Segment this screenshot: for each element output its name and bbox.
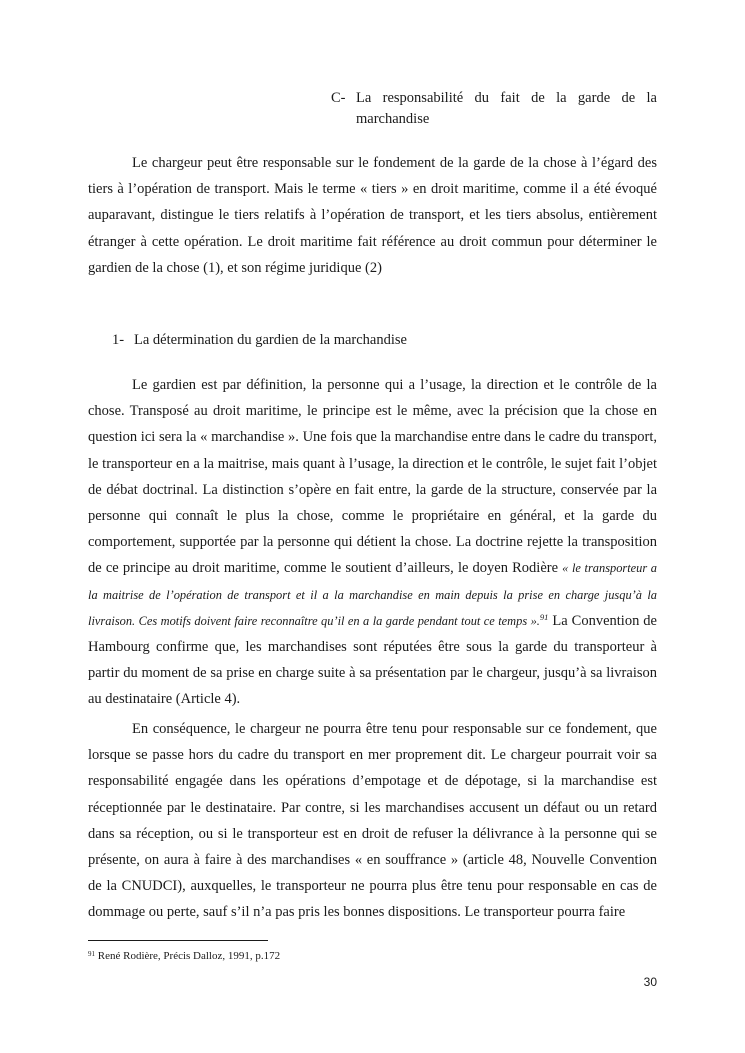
subsection-title: La détermination du gardien de la marchandise: [134, 332, 407, 348]
paragraph-consequence: [88, 716, 657, 926]
section-marker: C-: [331, 90, 346, 106]
footnote-text: René Rodière, Précis Dalloz, 1991, p.172: [97, 950, 281, 962]
paragraph-consequence-text: En conséquence, le chargeur ne pourra être tenu pour responsable sur ce fondement, que lorsque se passe hors du cadre du transport en mer proprement dit. Le chargeur pourrait voir sa responsabilité engagée dans les opérations d’empotage et de dépotage, si la marchandise est réceptionnée par le destinataire. Par contre, si les marchandises accusent un défaut ou un retard dans sa réception, ou si le transporteur est en droit de refuser la délivrance à la personne qui se présente, on aura à faire à des marchandises « en souffrance » (article 48, Nouvelle Convention de la CNUDCI), auxquelles, le transporteur ne pourra plus être tenu pour responsable en cas de dommage ou perte, sauf s’il n’a pas pris les bonnes dispositions. Le transporteur pourra faire: [88, 721, 657, 921]
paragraph-gardien-text: Le gardien est par définition, la personne qui a l’usage, la direction et le contrôle de la chose. Transposé au droit maritime, le principe est le même, avec la précision que la chose en question ici sera la « marchandise ». Une fois que la marchandise entre dans le cadre du transport, le transporteur en a la maitrise, mais quant à l’usage, la direction et le contrôle, le sujet fait l’objet de débat doctrinal. La distinction s’opère en fait entre, la garde de la structure, conservée par la personne qui connaît le plus la chose, comme le propriétaire en général, et la garde du comportement, supportée par la personne qui détient la chose. La doctrine rejette la transposition de ce principe au droit maritime, comme le soutient d’ailleurs, le doyen Rodière: [88, 377, 657, 577]
paragraph-intro: [88, 150, 657, 281]
rodiere-quote: « le transporteur a la maitrise de l’opération de transport et il a la marchandise en main depuis la prise en charge jusqu’à la livraison. Ces motifs doivent faire reconnaître qu’il en a la garde pendant tout ce temps ».: [88, 561, 657, 628]
section-heading-line2: marchandise: [356, 111, 430, 127]
paragraph-gardien-continued: La Convention de Hambourg confirme que, les marchandises sont réputées être sous la garde du transporteur à partir du moment de sa prise en charge suite à sa présentation par le chargeur, jusqu’à sa livraison au destinataire (Article 4).: [88, 612, 657, 708]
section-heading-c: [331, 88, 657, 130]
paragraph-intro-text: Le chargeur peut être responsable sur le fondement de la garde de la chose à l’égard des tiers à l’opération de transport. Mais le terme « tiers » en droit maritime, comme il a été évoqué auparavant, distingue le tiers relatifs à l’opération de transport, et les tiers absolus, entièrement étranger à cette opération. Le droit maritime fait référence au droit commun pour déterminer le gardien de la chose (1), et son régime juridique (2): [88, 155, 657, 276]
footnote-reference[interactable]: 91: [539, 611, 549, 622]
paragraph-gardien: [88, 372, 657, 713]
footnote-separator: [88, 940, 268, 941]
footnote-number: 91: [88, 950, 95, 958]
page-number: 30: [643, 975, 657, 989]
subsection-number: 1-: [112, 332, 125, 348]
section-heading-line1: La responsabilité du fait de la garde de la: [356, 90, 657, 106]
footnote: [88, 948, 280, 964]
subsection-heading-1: [112, 330, 407, 350]
